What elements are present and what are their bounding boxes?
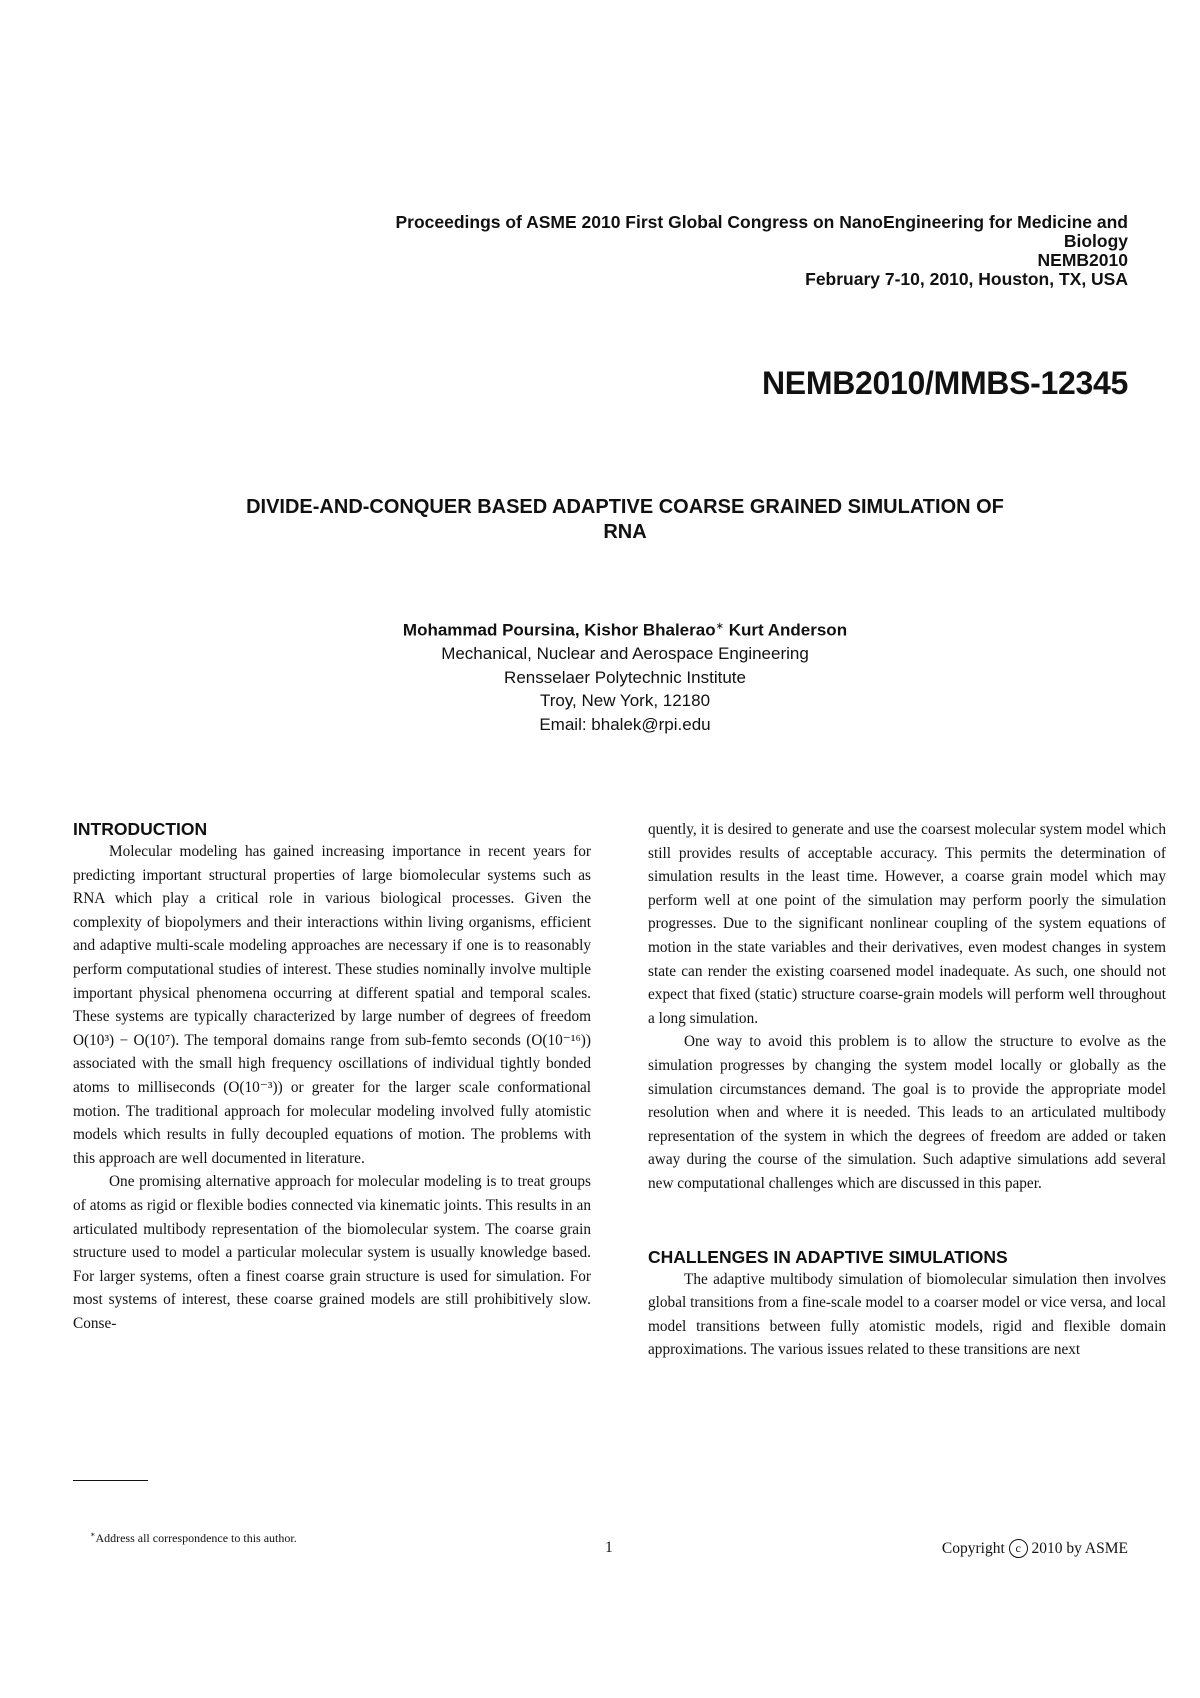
author-address: Troy, New York, 12180 [539,691,711,711]
page-number: 1 [605,1539,613,1556]
author-names-rest: Kurt Anderson [723,620,848,640]
conference-dates: February 7-10, 2010, Houston, TX, USA [805,269,1128,289]
challenges-paragraph: The adaptive multibody simulation of biomolecular simulation then involves global transitions from a fine-scale model to a coarser model or vice versa, and local model transitions between fully atomistic models, rigid and flexible domain approximations. The various issues related to these transitions are next [648,1270,1166,1359]
proceedings-line: Proceedings of ASME 2010 First Global Congress on NanoEngineering for Medicine and [395,212,1128,232]
proceedings-header [228,213,1128,289]
paper-title [150,495,1100,545]
footnote-marker: ∗ [90,1530,96,1539]
introduction-heading: INTRODUCTION [73,819,208,839]
right-column [648,818,1166,1362]
author-email: Email: bhalek@rpi.edu [539,714,711,734]
introduction-paragraph-continued: quently, it is desired to generate and use the coarsest molecular system model which still provides results of acceptable accuracy. This permits the determination of simulation results in the least time. However, a coarse grain model which may perform well at one point of the simulation may perform poorly the simulation progresses. Due to the significant nonlinear coupling of the system equations of motion in the state variables and their derivatives, even modest changes in system state can render the existing coarsened model inadequate. As such, one should not expect that fixed (static) structure coarse-grain models will perform well throughout a long simulation. [648,821,1166,1027]
author-department: Mechanical, Nuclear and Aerospace Engineering [441,644,809,664]
author-names [150,615,1100,642]
introduction-paragraph: Molecular modeling has gained increasing importance in recent years for predicting important structural properties of large biomolecular systems such as RNA which play a critical role in various biological processes. Given the complexity of biopolymers and their interactions within living organisms, efficient and adaptive multi-scale modeling approaches are necessary if one is to reasonably perform computational studies of interest. These studies nominally involve multiple important physical phenomena occurring at different spatial and temporal scales. These systems are typically characterized by large number of degrees of freedom O(10³) − O(10⁷). The temporal domains range from sub-femto seconds (O(10⁻¹⁶)) associated with the small high frequency oscillations of individual tightly bonded atoms to milliseconds (O(10⁻³)) or greater for the larger scale conformational motion. The traditional approach for molecular modeling involved fully atomistic models which results in fully decoupled equations of motion. The problems with this approach are well documented in literature. [73,843,591,1167]
footnote-text: Address all correspondence to this author. [95,1531,297,1545]
copyright-prefix: Copyright [941,1540,1005,1557]
footnote [90,1530,297,1546]
copyright-icon: c [1009,1539,1028,1558]
footnote-rule [73,1480,148,1481]
title-line: DIVIDE-AND-CONQUER BASED ADAPTIVE COARSE GRAINED SIMULATION OF [246,496,1004,518]
author-block [150,615,1100,736]
title-line: RNA [603,521,647,543]
conference-code: NEMB2010 [1037,250,1128,270]
left-column [73,818,591,1335]
copyright-suffix: 2010 by ASME [1031,1540,1128,1557]
introduction-paragraph: One promising alternative approach for molecular modeling is to treat groups of atoms as rigid or flexible bodies connected via kinematic joints. This results in an articulated multibody representation of the biomolecular system. The coarse grain structure used to model a particular molecular system is usually knowledge based. For larger systems, often a finest coarse grain structure is used for simulation. For most systems of interest, these coarse grained models are still prohibitively slow. Conse- [73,1173,591,1332]
author-institution: Rensselaer Polytechnic Institute [504,667,746,687]
author-names-text: Mohammad Poursina, Kishor Bhalerao [402,620,716,640]
copyright-notice [942,1539,1128,1558]
proceedings-line: Biology [1063,231,1128,251]
introduction-paragraph: One way to avoid this problem is to allow the structure to evolve as the simulation progresses by changing the system model locally or globally as the simulation circumstances demand. The goal is to provide the appropriate model resolution when and where it is needed. This leads to an articulated multibody representation of the system in which the degrees of freedom are added or taken away during the course of the simulation. Such adaptive simulations add several new computational challenges which are discussed in this paper. [648,1033,1166,1192]
paper-id: NEMB2010/MMBS-12345 [761,365,1128,401]
challenges-heading: CHALLENGES IN ADAPTIVE SIMULATIONS [648,1246,1008,1267]
author-footnote-marker: ∗ [715,621,724,632]
